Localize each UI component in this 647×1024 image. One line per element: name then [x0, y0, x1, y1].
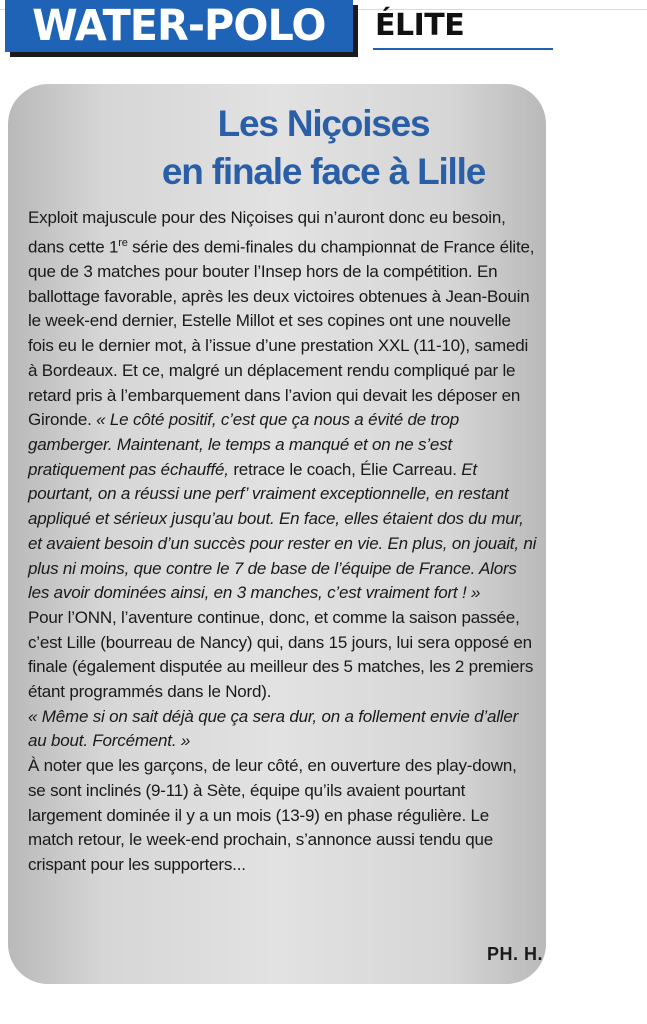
- subrubric-underline: [373, 48, 553, 50]
- quote-attribution: retrace le coach, Élie Carreau.: [228, 459, 462, 479]
- subrubric-label: ÉLITE: [375, 8, 465, 43]
- paragraph-1: [28, 206, 538, 606]
- paragraph-2: [28, 606, 538, 754]
- rubric-banner: [5, 0, 353, 52]
- paragraph-1-text-a: Exploit majuscule pour des Niçoises qui n’auront donc eu besoin, dans cette 1: [28, 208, 506, 257]
- rubric-title: WATER-POLO: [32, 0, 326, 51]
- ordinal-superscript: re: [118, 236, 128, 249]
- paragraph-1-text-b: série des demi-finales du championnat de France élite, que de 3 matches pour bouter l’Insep hors de la compétition. En ballottage favorable, après les deux victoires obtenues à Jean-Bouin le week-end dernier, Estelle Millot et ses copines ont une nouvelle fois eu le dernier mot, à l’issue d’une prestation XXL (11-10), samedi à Bordeaux. Et ce, malgré un déplacement rendu compliqué par le retard pris à l’embarquement dans l’avion qui devait les déposer en Gironde.: [28, 237, 535, 430]
- headline-line-2: en finale face à Lille: [161, 151, 486, 192]
- headline-line-1: Les Niçoises: [217, 103, 430, 144]
- quote-player: « Même si on sait déjà que ça sera dur, on a follement envie d’aller au bout. Forcément. »: [28, 706, 519, 751]
- article-body: [28, 206, 538, 878]
- paragraph-3: À noter que les garçons, de leur côté, en ouverture des play-down, se sont inclinés (9-11) à Sète, équipe qu’ils avaient pourtant largement dominée il y a un mois (13-9) en phase régulière. Le match retour, le week-end prochain, s’annonce aussi tendu que crispant pour les supporters...: [28, 756, 517, 874]
- author-signature: PH. H.: [486, 944, 543, 964]
- quote-coach-2: Et pourtant, on a réussi une perf’ vraiment exceptionnelle, en restant appliqué et sérieux jusqu’au bout. En face, elles étaient dos du mur, et avaient besoin d’un succès pour rester en vie. En plus, on jouait, ni plus ni moins, que contre le 7 de base de l’équipe de France. Alors les avoir dominées ainsi, en 3 manches, c’est vraiment fort ! »: [28, 459, 537, 603]
- article-headline: [0, 100, 647, 196]
- quote-coach-1: « Le côté positif, c’est que ça nous a évité de trop gamberger. Maintenant, le temps a manqué et on ne s’est pratiquement pas échauffé,: [28, 410, 460, 479]
- paragraph-2-text: Pour l’ONN, l’aventure continue, donc, et comme la saison passée, c’est Lille (bourreau de Nancy) qui, dans 15 jours, lui sera opposé en finale (également disputée au meilleur des 5 matches, les 2 premiers étant programmés dans le Nord).: [28, 607, 534, 702]
- section-header: [5, 0, 645, 70]
